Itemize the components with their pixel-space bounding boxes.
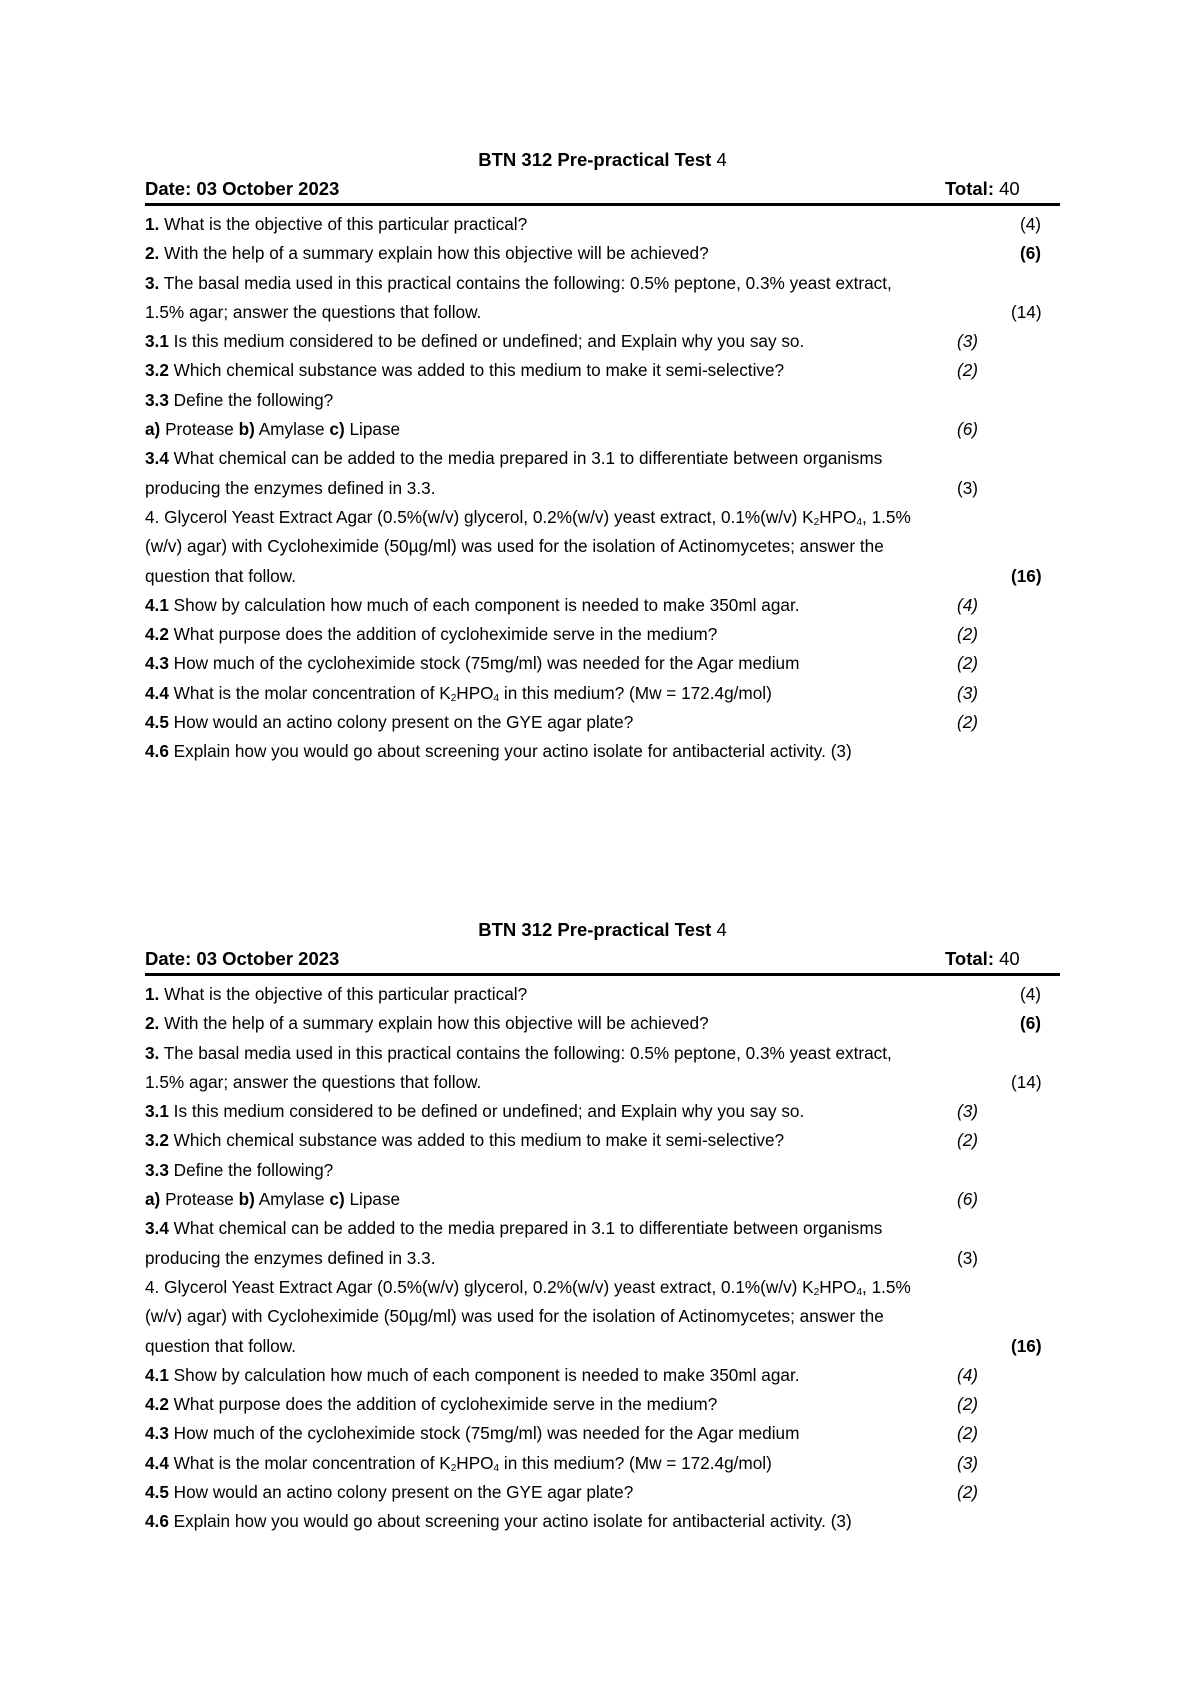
question-text: , 1.5% [862, 506, 911, 527]
question-mark: (3) [830, 741, 852, 762]
question-mark: (3) [957, 1247, 979, 1268]
total-value: 40 [999, 948, 1020, 969]
question-text: Explain how you would go about screening your actino isolate for antibacterial activity. [168, 741, 826, 762]
question-3-2 [145, 1126, 1060, 1155]
question-3-3-items [145, 415, 1060, 444]
question-3-1 [145, 327, 1060, 356]
question-4-6 [145, 737, 1060, 766]
question-text: HPO [819, 1276, 857, 1297]
question-mark: (14) [1011, 301, 1042, 322]
question-mark: (4) [957, 594, 979, 615]
question-text: Show by calculation how much of each component is needed to make 350ml agar. [168, 1364, 800, 1385]
question-mark: (2) [957, 1482, 979, 1503]
question-number: 2. [145, 243, 160, 264]
question-text: HPO [456, 1452, 494, 1473]
question-text: question that follow. [145, 565, 296, 586]
total-marks [945, 944, 1020, 973]
question-text: What is the objective of this particular practical? [159, 984, 528, 1004]
question-text: With the help of a summary explain how this objective will be achieved? [159, 243, 709, 264]
question-text: How much of the cycloheximide stock (75mg/ml) was needed for the Agar medium [168, 653, 800, 674]
question-number: 3.2 [145, 1130, 169, 1151]
question-text: HPO [456, 682, 494, 703]
question-3-4-cont [145, 474, 1060, 503]
question-text: Show by calculation how much of each component is needed to make 350ml agar. [168, 594, 800, 615]
question-text: , 1.5% [862, 1276, 911, 1297]
question-mark: (2) [957, 1130, 979, 1151]
question-mark: (16) [1011, 1335, 1042, 1356]
question-text: What chemical can be added to the media prepared in 3.1 to differentiate between organisms [168, 1218, 883, 1239]
item-label: c) [329, 419, 345, 440]
question-number: 4. [145, 1276, 160, 1297]
question-1 [145, 980, 1060, 1009]
question-text: What is the molar concentration of K [168, 1452, 451, 1473]
question-text: 1.5% agar; answer the questions that follow. [145, 301, 482, 322]
question-mark: (4) [1020, 214, 1042, 234]
test-sheet-top [145, 146, 1060, 767]
question-4-1 [145, 591, 1060, 620]
question-number: 4.1 [145, 594, 169, 615]
question-4-4 [145, 679, 1060, 708]
question-text: HPO [819, 506, 857, 527]
test-title [145, 916, 1060, 944]
question-3-2 [145, 356, 1060, 385]
question-3-4-cont [145, 1244, 1060, 1273]
question-mark: (6) [1020, 1013, 1042, 1034]
question-mark: (3) [957, 682, 979, 703]
question-3-4 [145, 444, 1060, 473]
title-text: BTN 312 Pre-practical Test [478, 919, 712, 940]
question-number: 4. [145, 506, 160, 527]
question-text: question that follow. [145, 1335, 296, 1356]
item-label: a) [145, 419, 161, 440]
question-2 [145, 239, 1060, 268]
question-text: in this medium? (Mw = 172.4g/mol) [499, 1452, 772, 1473]
question-mark: (2) [957, 712, 979, 733]
subscript: 4 [856, 516, 863, 528]
question-text: 1.5% agar; answer the questions that follow. [145, 1071, 482, 1092]
question-text: Define the following? [168, 1159, 334, 1180]
question-number: 1. [145, 214, 160, 234]
question-4-cont [145, 1302, 1060, 1331]
total-label: Total: [945, 178, 994, 199]
question-number: 4.5 [145, 1482, 169, 1503]
item-label: c) [329, 1189, 345, 1210]
question-number: 4.5 [145, 712, 169, 733]
total-label: Total: [945, 948, 994, 969]
question-text: How would an actino colony present on the GYE agar plate? [168, 712, 634, 733]
question-mark: (3) [830, 1511, 852, 1532]
question-4-2 [145, 620, 1060, 649]
subscript: 2 [450, 1462, 457, 1474]
question-4-cont [145, 532, 1060, 561]
question-mark: (2) [957, 653, 979, 674]
question-mark: (6) [1020, 243, 1042, 264]
question-1 [145, 210, 1060, 239]
question-4-2 [145, 1390, 1060, 1419]
question-mark: (6) [957, 419, 979, 440]
question-text: The basal media used in this practical contains the following: 0.5% peptone, 0.3% yeast extract, [159, 272, 892, 293]
question-number: 3.1 [145, 331, 169, 352]
question-text: (w/v) agar) with Cycloheximide (50µg/ml) was used for the isolation of Actinomycetes; answer the [145, 1306, 884, 1327]
subscript: 4 [493, 692, 500, 704]
question-mark: (3) [957, 1101, 979, 1122]
question-4 [145, 1273, 1060, 1302]
date-total-header [145, 174, 1060, 206]
question-text: in this medium? (Mw = 172.4g/mol) [499, 682, 772, 703]
test-date: Date: 03 October 2023 [145, 948, 340, 969]
question-mark: (2) [957, 1394, 979, 1415]
question-text: Glycerol Yeast Extract Agar (0.5%(w/v) glycerol, 0.2%(w/v) yeast extract, 0.1%(w/v) K [159, 506, 814, 527]
subscript: 2 [813, 516, 820, 528]
subscript: 2 [450, 692, 457, 704]
question-mark: (14) [1011, 1071, 1042, 1092]
question-4-5 [145, 1478, 1060, 1507]
item-text: Lipase [344, 1189, 401, 1210]
question-text: How much of the cycloheximide stock (75mg/ml) was needed for the Agar medium [168, 1423, 800, 1444]
title-text: BTN 312 Pre-practical Test [478, 149, 712, 170]
item-text: Protease [160, 419, 239, 440]
question-4-3 [145, 1419, 1060, 1448]
question-number: 4.2 [145, 624, 169, 645]
question-3-cont [145, 1068, 1060, 1097]
question-mark: (16) [1011, 565, 1042, 586]
subscript: 4 [493, 1462, 500, 1474]
question-text: Glycerol Yeast Extract Agar (0.5%(w/v) glycerol, 0.2%(w/v) yeast extract, 0.1%(w/v) K [159, 1276, 814, 1297]
question-list [145, 210, 1060, 767]
question-text: producing the enzymes defined in 3.3. [145, 1247, 436, 1268]
question-number: 4.3 [145, 653, 169, 674]
question-3-1 [145, 1097, 1060, 1126]
question-number: 4.3 [145, 1423, 169, 1444]
question-2 [145, 1009, 1060, 1038]
question-mark: (3) [957, 331, 979, 352]
item-text: Amylase [254, 1189, 330, 1210]
question-text: What is the objective of this particular practical? [159, 214, 528, 234]
question-text: producing the enzymes defined in 3.3. [145, 477, 436, 498]
question-mark: (2) [957, 624, 979, 645]
subscript: 4 [856, 1286, 863, 1298]
question-number: 2. [145, 1013, 160, 1034]
question-4-6 [145, 1507, 1060, 1536]
item-text: Lipase [344, 419, 401, 440]
question-text: Which chemical substance was added to this medium to make it semi-selective? [168, 1130, 785, 1151]
question-3-3-items [145, 1185, 1060, 1214]
question-mark: (2) [957, 1423, 979, 1444]
question-number: 3. [145, 272, 160, 293]
item-text: Protease [160, 1189, 239, 1210]
question-number: 4.6 [145, 1511, 169, 1532]
question-3-cont [145, 298, 1060, 327]
question-text: Is this medium considered to be defined or undefined; and Explain why you say so. [168, 1101, 805, 1122]
question-text: Is this medium considered to be defined or undefined; and Explain why you say so. [168, 331, 805, 352]
question-4 [145, 503, 1060, 532]
item-text: Amylase [254, 419, 330, 440]
question-text: The basal media used in this practical contains the following: 0.5% peptone, 0.3% yeast extract, [159, 1042, 892, 1063]
test-date: Date: 03 October 2023 [145, 178, 340, 199]
question-text: Which chemical substance was added to this medium to make it semi-selective? [168, 360, 785, 381]
question-mark: (2) [957, 360, 979, 381]
question-3-3 [145, 386, 1060, 415]
item-label: b) [238, 1189, 255, 1210]
question-text: What chemical can be added to the media prepared in 3.1 to differentiate between organisms [168, 448, 883, 469]
total-value: 40 [999, 178, 1020, 199]
question-text: What purpose does the addition of cycloheximide serve in the medium? [168, 624, 718, 645]
question-4-5 [145, 708, 1060, 737]
question-number: 3.3 [145, 389, 169, 410]
question-3 [145, 1039, 1060, 1068]
question-4-cont-2 [145, 1332, 1060, 1361]
question-mark: (6) [957, 1189, 979, 1210]
question-3 [145, 269, 1060, 298]
question-mark: (3) [957, 477, 979, 498]
question-number: 4.4 [145, 682, 169, 703]
title-number: 4 [716, 149, 727, 170]
question-number: 3.1 [145, 1101, 169, 1122]
question-4-3 [145, 649, 1060, 678]
question-number: 3.2 [145, 360, 169, 381]
question-3-3 [145, 1156, 1060, 1185]
question-text: (w/v) agar) with Cycloheximide (50µg/ml) was used for the isolation of Actinomycetes; answer the [145, 536, 884, 557]
title-number: 4 [716, 919, 727, 940]
question-text: Explain how you would go about screening your actino isolate for antibacterial activity. [168, 1511, 826, 1532]
date-total-header [145, 944, 1060, 976]
question-number: 4.4 [145, 1452, 169, 1473]
question-text: With the help of a summary explain how this objective will be achieved? [159, 1013, 709, 1034]
question-number: 1. [145, 984, 160, 1004]
question-4-1 [145, 1361, 1060, 1390]
question-number: 4.2 [145, 1394, 169, 1415]
question-number: 3.3 [145, 1159, 169, 1180]
question-4-4 [145, 1449, 1060, 1478]
question-text: Define the following? [168, 389, 334, 410]
item-label: b) [238, 419, 255, 440]
question-number: 3.4 [145, 1218, 169, 1239]
item-label: a) [145, 1189, 161, 1210]
total-marks [945, 174, 1020, 203]
test-title [145, 146, 1060, 174]
question-number: 4.1 [145, 1364, 169, 1385]
subscript: 2 [813, 1286, 820, 1298]
question-text: What purpose does the addition of cycloheximide serve in the medium? [168, 1394, 718, 1415]
question-mark: (3) [957, 1452, 979, 1473]
question-mark: (4) [957, 1364, 979, 1385]
question-mark: (4) [1020, 984, 1042, 1004]
question-text: How would an actino colony present on the GYE agar plate? [168, 1482, 634, 1503]
question-number: 3. [145, 1042, 160, 1063]
question-list [145, 980, 1060, 1537]
question-3-4 [145, 1214, 1060, 1243]
question-text: What is the molar concentration of K [168, 682, 451, 703]
test-sheet-bottom [145, 916, 1060, 1537]
question-4-cont-2 [145, 562, 1060, 591]
question-number: 4.6 [145, 741, 169, 762]
question-number: 3.4 [145, 448, 169, 469]
